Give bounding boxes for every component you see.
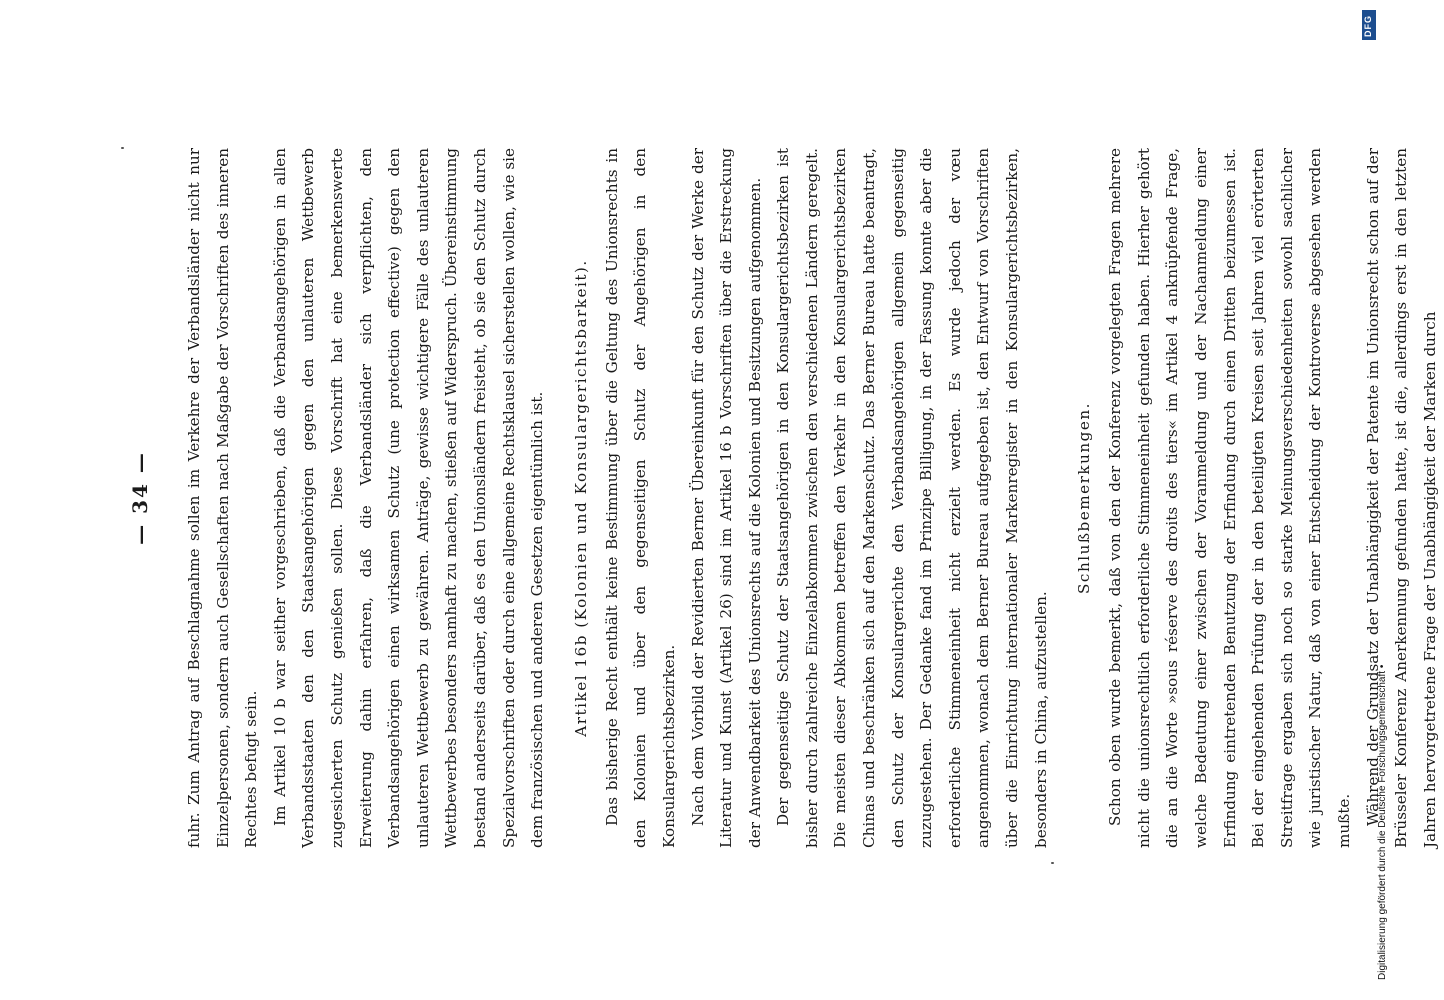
scan-speck [1051,862,1054,864]
section-heading-closing-remarks: Schlußbemerkungen. [1075,402,1094,594]
paragraph: Nach dem Vorbild der Revidierten Berner Übereinkunft für den Schutz der Werke der Literatur und Kunst (Artikel 26) sind im Artikel 16 b Vorschriften über die Erstreckung der Anwendbarkeit des Unionsrechts auf die Kolonien und Besitzungen aufgenommen. [688,148,764,848]
paragraph: Während der Grundsatz der Unabhängigkeit der Patente im Unionsrecht schon auf der Brüsseler Konferenz Anerkennung gefunden hatte, ist die, allerdings erst in den letzten Jahren hervorgetretene Frage der Unabhängigkeit der Marken durch [1363,148,1439,848]
paragraph: fuhr. Zum Antrag auf Beschlagnahme sollen im Verkehre der Verbandsländer nicht nur Einzelpersonen, sondern auch Gesellschaften nach Maßgabe der Vorschriften des inneren Rechtes befugt sein. [185,148,261,848]
paragraph: Das bisherige Recht enthält keine Bestimmung über die Geltung des Unionsrechts in den Kolonien und über den gegenseitigen Schutz der Angehörigen in den Konsulargerichtsbezirken. [602,148,678,848]
section-heading-article-16b: Artikel 16b (Kolonien und Konsulargerichtsbarkeit). [571,259,590,737]
dfg-logo: DFG [1362,10,1376,40]
paragraph: Schon oben wurde bemerkt, daß von den der Konferenz vorgelegten Fragen mehrere nicht die unionsrechtlich erforderliche Stimmeneinheit gefunden haben. Hierher gehört die an die Worte »sous réserve des droits des tiers« im Artikel 4 anknüpfende Frage, welche Bedeutung einer zwischen der Voranmeldung und der Nachanmeldung einer Erfindung eintretenden Benutzung der Erfindung durch einen Dritten beizumessen ist. Bei der eingehenden Prüfung der in den beteiligten Kreisen seit Jahren viel erörterten Streitfrage ergaben sich noch so starke Meinungsverschiedenheiten sowohl sachlicher wie juristischer Natur, daß von einer Entscheidung der Kontroverse abgesehen werden mußte. [1106,148,1353,848]
credit-text: Digitalisierung gefördert durch die Deutsche Forschungsgemeinschaft • [1377,664,1388,980]
digitization-credit [1353,0,1388,1000]
paragraph: Der gegenseitige Schutz der Staatsangehörigen in den Konsulargerichtsbezirken ist bisher durch zahlreiche Einzelabkommen zwischen den verschiedenen Ländern geregelt. Die meisten dieser Abkommen betreffen den Verkehr in den Konsulargerichtsbezirken Chinas und beschränken sich auf den Markenschutz. Das Berner Bureau hatte beantragt, den Schutz der Konsulargerichte den Verbandsangehörigen allgemein gegenseitig zuzugestehen. Der Gedanke fand im Prinzipe Billigung, in der Fassung konnte aber die erforderliche Stimmeneinheit nicht erzielt werden. Es wurde jedoch der vœu angenommen, wonach dem Berner Bureau aufgegeben ist, den Entwurf von Vorschriften über die Einrichtung internationaler Markenregister in den Konsulargerichtsbezirken, besonders in China, aufzustellen. [774,148,1050,848]
paragraph: Im Artikel 10 b war seither vorgeschrieben, daß die Verbandsangehörigen in allen Verbandsstaaten den den Staatsangehörigen gegen den unlauteren Wettbewerb zugesicherten Schutz genießen sollen. Diese Vorschrift hat eine bemerkenswerte Erweiterung dahin erfahren, daß die Verbandsländer sich verpflichten, den Verbandsangehörigen einen wirksamen Schutz (une protection effective) gegen den unlauteren Wettbewerb zu gewähren. Anträge, gewisse wichtigere Fälle des unlauteren Wettbewerbes besonders namhaft zu machen, stießen auf Widerspruch. Übereinstimmung bestand anderseits darüber, daß es den Unionsländern freisteht, ob sie den Schutz durch Spezialvorschriften oder durch eine allgemeine Rechtsklausel sicherstellen wollen, wie sie dem französischen und anderen Gesetzen eigentümlich ist. [270,148,547,848]
page-number: — 34 — [128,451,152,545]
scan-speck [121,147,124,149]
